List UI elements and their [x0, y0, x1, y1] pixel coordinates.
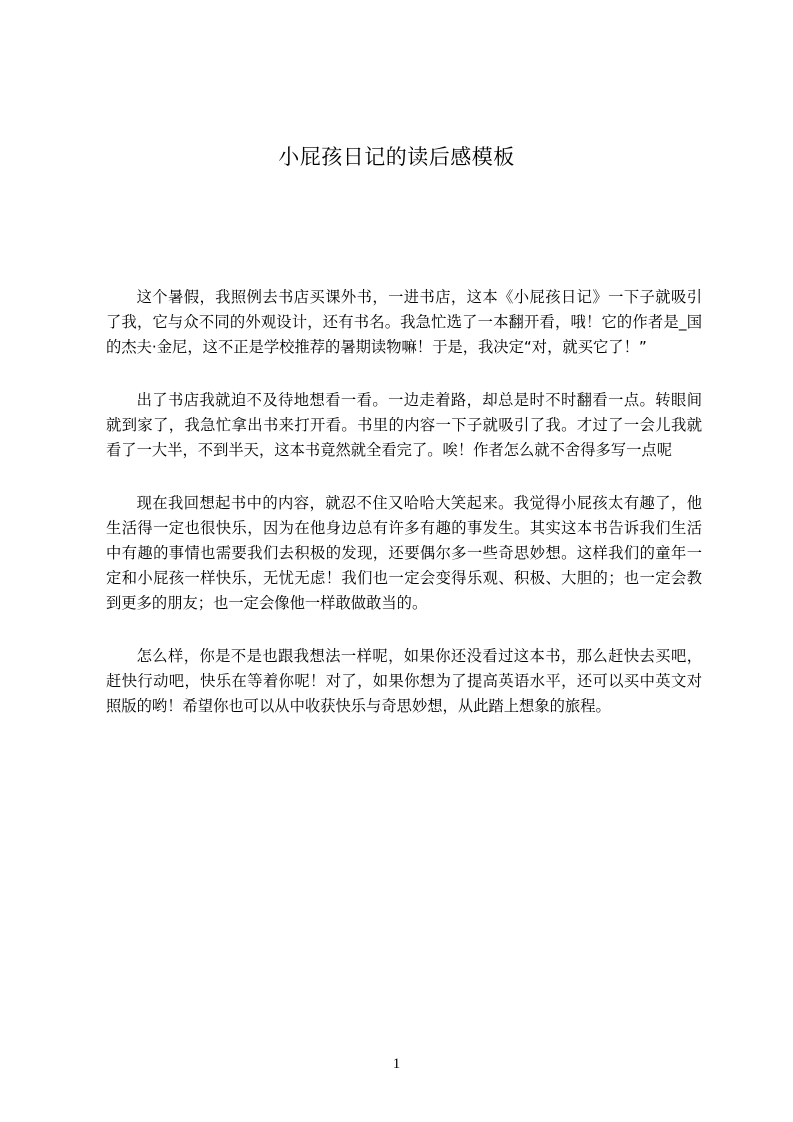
paragraph-1: 这个暑假，我照例去书店买课外书，一进书店，这本《小屁孩日记》一下子就吸引了我，它与众不同的外观设计，还有书名。我急忙选了一本翻开看，哦！它的作者是_国的杰夫·金尼，这不正是学校推荐的暑期读物嘛！于是，我决定“对，就买它了！”: [106, 288, 702, 356]
document-title: 小屁孩日记的读后感模板: [278, 145, 515, 169]
paragraph-2: 出了书店我就迫不及待地想看一看。一边走着路，却总是时不时翻看一点。转眼间就到家了，我急忙拿出书来打开看。书里的内容一下子就吸引了我。才过了一会儿我就看了一大半，不到半天，这本书竟然就全看完了。唉！作者怎么就不舍得多写一点呢: [106, 391, 702, 459]
document-body: [106, 285, 702, 747]
page-number: 1: [392, 1056, 401, 1072]
paragraph-4: 怎么样，你是不是也跟我想法一样呢，如果你还没看过这本书，那么赶快去买吧，赶快行动吧，快乐在等着你呢！对了，如果你想为了提高英语水平，还可以买中英文对照版的哟！希望你也可以从中收获快乐与奇思妙想，从此踏上想象的旅程。: [106, 647, 702, 715]
paragraph-3: 现在我回想起书中的内容，就忍不住又哈哈大笑起来。我觉得小屁孩太有趣了，他生活得一定也很快乐，因为在他身边总有许多有趣的事发生。其实这本书告诉我们生活中有趣的事情也需要我们去积极的发现，还要偶尔多一些奇思妙想。这样我们的童年一定和小屁孩一样快乐，无忧无虑！我们也一定会变得乐观、积极、大胆的；也一定会教到更多的朋友；也一定会像他一样敢做敢当的。: [106, 494, 702, 612]
